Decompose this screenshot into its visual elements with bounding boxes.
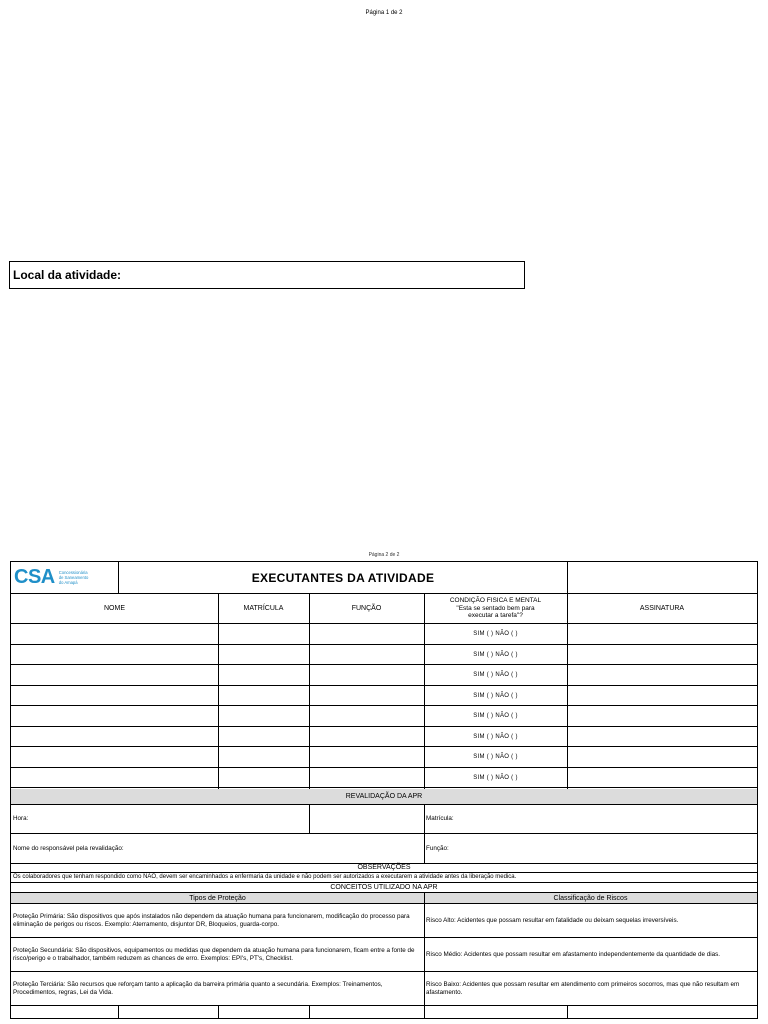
- executantes-form: [10, 561, 758, 1019]
- nome-cell[interactable]: [11, 747, 218, 768]
- executante-row: [11, 624, 757, 645]
- logo-subtitle: Concessionária de Saneamento do Amapá: [58, 569, 89, 585]
- assinatura-cell[interactable]: [567, 645, 757, 666]
- assinatura-cell[interactable]: [567, 706, 757, 727]
- funcao-field[interactable]: Função:: [426, 844, 449, 852]
- funcao-cell[interactable]: [309, 686, 424, 707]
- tipos-protecao-header: Tipos de Proteção: [189, 894, 246, 902]
- hora-field[interactable]: Hora:: [13, 815, 29, 823]
- funcao-cell[interactable]: [309, 706, 424, 727]
- local-da-atividade-field: [9, 261, 525, 289]
- matricula-cell[interactable]: [218, 645, 309, 666]
- matricula-cell[interactable]: [218, 747, 309, 768]
- risco-medio: Risco Médio: Acidentes que possam resultar em afastamento independentemente da quantidade de dias.: [426, 950, 721, 958]
- executante-row: [11, 727, 757, 748]
- nome-cell[interactable]: [11, 727, 218, 748]
- risco-baixo: Risco Baixo: Acidentes que possam resultar em atendimento com primeiros socorros, mas que não resultam em afastamento.: [426, 981, 740, 996]
- condicao-cell[interactable]: SIM ( ) NÃO ( ): [473, 713, 518, 720]
- condicao-cell[interactable]: SIM ( ) NÃO ( ): [473, 733, 518, 740]
- nome-cell[interactable]: [11, 706, 218, 727]
- condicao-cell[interactable]: SIM ( ) NÃO ( ): [473, 774, 518, 781]
- nome-cell[interactable]: [11, 665, 218, 686]
- protecao-secundaria: Proteção Secundária: São dispositivos, equipamentos ou medidas que dependem da atuação humana para funcionarem, ficam entre a fonte de risco/perigo e o trabalhador, também reduzem as chances de erro. Exemplos: EPI's, PT's, Checklist.: [13, 947, 415, 962]
- header-assinatura: ASSINATURA: [639, 605, 685, 612]
- observacoes-text: Os colaboradores que tenham respondido como NÃO, devem ser encaminhados a enfermaria da unidade e não podem ser autorizados a executarem a atividade antes da liberação medica.: [13, 873, 517, 880]
- condicao-cell[interactable]: SIM ( ) NÃO ( ): [473, 754, 518, 761]
- executante-row: [11, 645, 757, 666]
- assinatura-cell[interactable]: [567, 665, 757, 686]
- executante-row: [11, 706, 757, 727]
- funcao-cell[interactable]: [309, 747, 424, 768]
- funcao-cell[interactable]: [309, 645, 424, 666]
- header-nome: NOME: [104, 605, 125, 612]
- condicao-cell[interactable]: SIM ( ) NÃO ( ): [473, 672, 518, 679]
- responsavel-field[interactable]: Nome do responsável pela revalidação:: [13, 844, 124, 852]
- logo-brand: CSA: [14, 565, 55, 588]
- local-da-atividade-label: Local da atividade:: [13, 268, 122, 282]
- protecao-terciaria: Proteção Terciária: São recursos que reforçam tanto a aplicação da barreira primária quanto a secundária. Exemplos: Treinamentos, Procedimentos, regras, Lei da Vida.: [13, 981, 383, 996]
- page-2-number: Página 2 de 2: [368, 552, 400, 558]
- assinatura-cell[interactable]: [567, 624, 757, 645]
- matricula-cell[interactable]: [218, 706, 309, 727]
- matricula-cell[interactable]: [218, 768, 309, 789]
- observacoes-title: OBSERVAÇÕES: [357, 864, 411, 871]
- page-1-number: Página 1 de 2: [365, 10, 403, 16]
- funcao-cell[interactable]: [309, 665, 424, 686]
- funcao-cell[interactable]: [309, 624, 424, 645]
- condicao-cell[interactable]: SIM ( ) NÃO ( ): [473, 631, 518, 638]
- nome-cell[interactable]: [11, 686, 218, 707]
- assinatura-cell[interactable]: [567, 686, 757, 707]
- matricula-cell[interactable]: [218, 686, 309, 707]
- executante-row: [11, 665, 757, 686]
- nome-cell[interactable]: [11, 624, 218, 645]
- revalidacao-title: REVALIDAÇÃO DA APR: [345, 793, 423, 800]
- csa-logo: [14, 565, 118, 589]
- matricula-field[interactable]: Matrícula:: [426, 815, 454, 823]
- executante-row: [11, 768, 757, 789]
- matricula-cell[interactable]: [218, 727, 309, 748]
- executante-row: [11, 686, 757, 707]
- matricula-cell[interactable]: [218, 665, 309, 686]
- assinatura-cell[interactable]: [567, 747, 757, 768]
- assinatura-cell[interactable]: [567, 768, 757, 789]
- condicao-cell[interactable]: SIM ( ) NÃO ( ): [473, 651, 518, 658]
- classificacao-riscos-header: Classificação de Riscos: [553, 894, 628, 902]
- header-funcao: FUNÇÃO: [351, 605, 382, 612]
- header-condicao: CONDIÇÃO FISICA E MENTAL "Esta se sentado bem para executar a tarefa"?: [449, 597, 542, 620]
- protecao-primaria: Proteção Primária: São dispositivos que após instalados não dependem da atuação humana para funcionarem, modificação do processo para eliminação de perigos ou riscos. Exemplo: Aterramento, disjuntor DR, Bloqueios, guarda-corpo.: [13, 913, 410, 928]
- executante-row: [11, 747, 757, 768]
- risco-alto: Risco Alto: Acidentes que possam resultar em fatalidade ou deixam sequelas irreversíveis.: [426, 916, 679, 924]
- nome-cell[interactable]: [11, 768, 218, 789]
- condicao-cell[interactable]: SIM ( ) NÃO ( ): [473, 692, 518, 699]
- funcao-cell[interactable]: [309, 768, 424, 789]
- form-title: EXECUTANTES DA ATIVIDADE: [251, 570, 435, 585]
- matricula-cell[interactable]: [218, 624, 309, 645]
- header-matricula: MATRÍCULA: [243, 605, 284, 612]
- assinatura-cell[interactable]: [567, 727, 757, 748]
- funcao-cell[interactable]: [309, 727, 424, 748]
- conceitos-title: CONCEITOS UTILIZADO NA APR: [330, 883, 438, 891]
- nome-cell[interactable]: [11, 645, 218, 666]
